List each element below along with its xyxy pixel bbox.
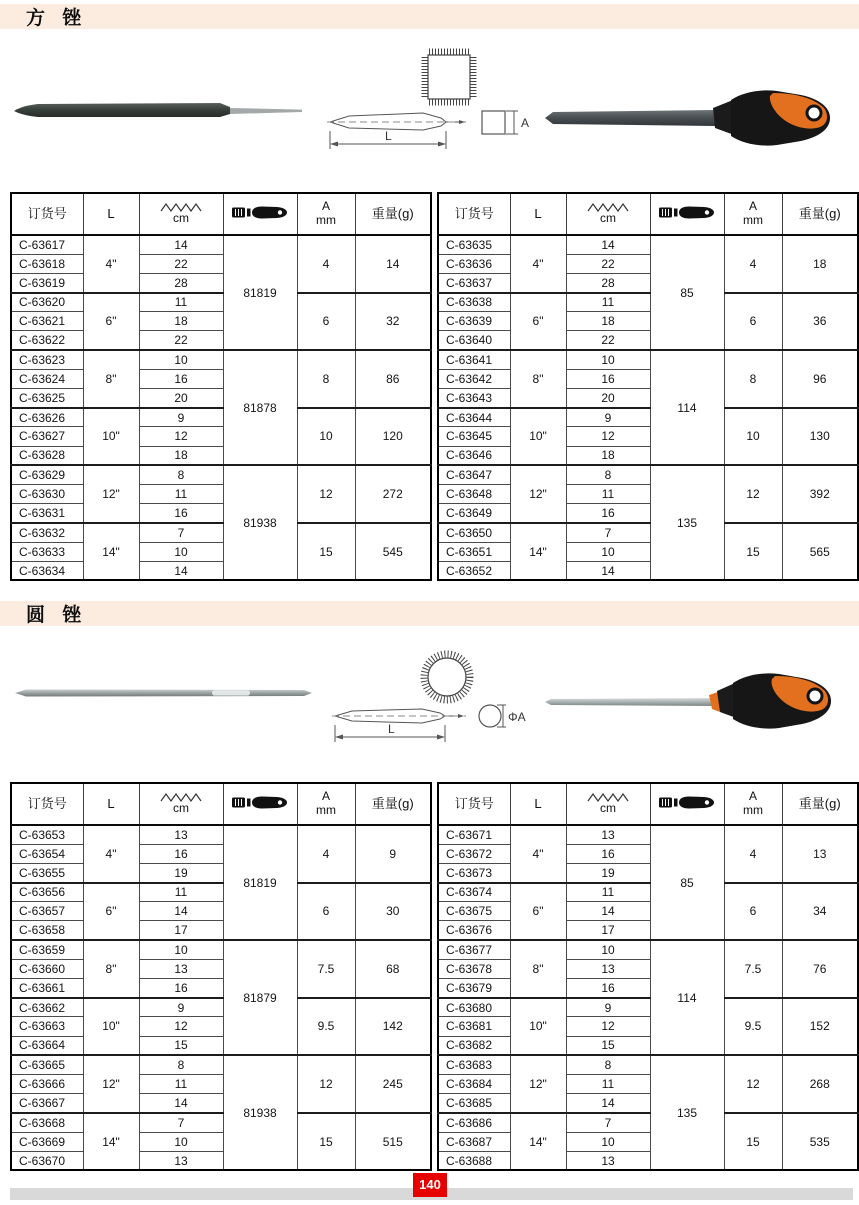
length-cell: 14" xyxy=(510,523,566,581)
square-file-with-handle-photo xyxy=(543,87,833,149)
col-header-teeth-per-cm: cm xyxy=(139,783,223,825)
order-no-cell: C-63678 xyxy=(438,959,510,978)
order-no-cell: C-63665 xyxy=(11,1055,83,1074)
weight-cell: 34 xyxy=(782,883,858,941)
teeth-cm-cell: 9 xyxy=(139,998,223,1017)
length-cell: 12" xyxy=(510,1055,566,1113)
teeth-cm-cell: 16 xyxy=(566,504,650,523)
round-cross-section-icon xyxy=(428,658,466,696)
weight-cell: 36 xyxy=(782,293,858,351)
col-header-length: L xyxy=(510,783,566,825)
weight-cell: 130 xyxy=(782,408,858,466)
weight-cell: 13 xyxy=(782,825,858,883)
weight-cell: 268 xyxy=(782,1055,858,1113)
a-mm-cell: 15 xyxy=(297,523,355,581)
weight-cell: 86 xyxy=(355,350,431,408)
col-header-teeth-per-cm: cm xyxy=(566,783,650,825)
teeth-cm-cell: 10 xyxy=(566,350,650,369)
teeth-cm-cell: 13 xyxy=(566,959,650,978)
order-no-cell: C-63619 xyxy=(11,273,83,292)
order-no-cell: C-63620 xyxy=(11,293,83,312)
length-cell: 8" xyxy=(510,350,566,408)
square-file-photo xyxy=(12,100,307,122)
a-mm-cell: 12 xyxy=(297,465,355,523)
order-no-cell: C-63647 xyxy=(438,465,510,484)
teeth-cm-cell: 13 xyxy=(566,1151,650,1170)
order-no-cell: C-63654 xyxy=(11,844,83,863)
teeth-cm-cell: 11 xyxy=(566,1074,650,1093)
order-no-cell: C-63653 xyxy=(11,825,83,844)
file-handle-icon xyxy=(658,794,716,811)
order-no-cell: C-63668 xyxy=(11,1113,83,1132)
a-mm-cell: 7.5 xyxy=(724,940,782,998)
order-no-cell: C-63632 xyxy=(11,523,83,542)
teeth-cm-cell: 10 xyxy=(566,940,650,959)
weight-cell: 68 xyxy=(355,940,431,998)
col-header-handle xyxy=(223,783,297,825)
teeth-cm-cell: 8 xyxy=(139,465,223,484)
order-no-cell: C-63617 xyxy=(11,235,83,254)
teeth-cm-cell: 11 xyxy=(139,883,223,902)
teeth-cm-cell: 10 xyxy=(566,542,650,561)
order-table xyxy=(437,192,859,581)
length-cell: 8" xyxy=(83,350,139,408)
order-no-cell: C-63681 xyxy=(438,1017,510,1036)
order-no-cell: C-63667 xyxy=(11,1094,83,1113)
col-header-teeth-per-cm: cm xyxy=(139,193,223,235)
a-mm-cell: 7.5 xyxy=(297,940,355,998)
teeth-cm-cell: 11 xyxy=(566,883,650,902)
col-header-handle xyxy=(223,193,297,235)
teeth-cm-cell: 14 xyxy=(566,235,650,254)
teeth-cm-cell: 13 xyxy=(566,825,650,844)
teeth-cm-cell: 9 xyxy=(566,998,650,1017)
teeth-cm-cell: 14 xyxy=(566,902,650,921)
teeth-cm-cell: 15 xyxy=(566,1036,650,1055)
handle-model-cell: 81819 xyxy=(223,825,297,940)
order-no-cell: C-63660 xyxy=(11,959,83,978)
teeth-cm-cell: 7 xyxy=(566,1113,650,1132)
teeth-cm-cell: 18 xyxy=(566,446,650,465)
col-header-order-no: 订货号 xyxy=(438,783,510,825)
teeth-cm-cell: 14 xyxy=(139,235,223,254)
a-mm-cell: 9.5 xyxy=(297,998,355,1056)
diagram-length-label: L xyxy=(388,722,395,736)
weight-cell: 120 xyxy=(355,408,431,466)
teeth-cm-cell: 13 xyxy=(139,825,223,844)
order-no-cell: C-63658 xyxy=(11,921,83,940)
order-no-cell: C-63684 xyxy=(438,1074,510,1093)
teeth-cm-cell: 7 xyxy=(139,1113,223,1132)
col-header-handle xyxy=(650,193,724,235)
col-header-handle xyxy=(650,783,724,825)
length-cell: 12" xyxy=(510,465,566,523)
length-cell: 6" xyxy=(510,883,566,941)
teeth-cm-cell: 14 xyxy=(566,1094,650,1113)
teeth-cm-cell: 15 xyxy=(139,1036,223,1055)
teeth-cm-cell: 22 xyxy=(566,331,650,350)
order-no-cell: C-63679 xyxy=(438,979,510,998)
order-no-cell: C-63688 xyxy=(438,1151,510,1170)
teeth-cm-cell: 22 xyxy=(139,254,223,273)
handle-model-cell: 81938 xyxy=(223,465,297,580)
teeth-cm-cell: 22 xyxy=(566,254,650,273)
order-no-cell: C-63655 xyxy=(11,863,83,882)
order-no-cell: C-63635 xyxy=(438,235,510,254)
handle-model-cell: 81878 xyxy=(223,350,297,465)
col-header-order-no: 订货号 xyxy=(11,193,83,235)
teeth-cm-cell: 20 xyxy=(139,389,223,408)
teeth-cm-cell: 28 xyxy=(566,273,650,292)
order-no-cell: C-63663 xyxy=(11,1017,83,1036)
teeth-cm-cell: 13 xyxy=(139,959,223,978)
teeth-cm-cell: 16 xyxy=(566,844,650,863)
order-no-cell: C-63683 xyxy=(438,1055,510,1074)
col-header-a-mm: A mm xyxy=(724,193,782,235)
teeth-cm-cell: 11 xyxy=(566,293,650,312)
diagram-a-label: A xyxy=(521,116,530,130)
order-no-cell: C-63623 xyxy=(11,350,83,369)
length-cell: 14" xyxy=(510,1113,566,1171)
weight-cell: 9 xyxy=(355,825,431,883)
order-no-cell: C-63651 xyxy=(438,542,510,561)
order-no-cell: C-63687 xyxy=(438,1132,510,1151)
order-no-cell: C-63625 xyxy=(11,389,83,408)
teeth-cm-cell: 20 xyxy=(566,389,650,408)
teeth-cm-cell: 16 xyxy=(139,844,223,863)
order-no-cell: C-63669 xyxy=(11,1132,83,1151)
weight-cell: 545 xyxy=(355,523,431,581)
section-title: 圆 锉 xyxy=(26,605,88,626)
order-table xyxy=(437,782,859,1171)
teeth-cm-cell: 10 xyxy=(139,350,223,369)
length-cell: 6" xyxy=(83,293,139,351)
length-cell: 10" xyxy=(83,998,139,1056)
square-file-diagram xyxy=(325,45,540,160)
diagram-length-label: L xyxy=(385,129,392,143)
section-banner-round-file xyxy=(0,601,859,626)
order-no-cell: C-63639 xyxy=(438,312,510,331)
order-table xyxy=(10,192,432,581)
teeth-cm-cell: 12 xyxy=(566,1017,650,1036)
handle-model-cell: 114 xyxy=(650,350,724,465)
length-cell: 4" xyxy=(83,825,139,883)
col-header-a-mm: A mm xyxy=(297,193,355,235)
teeth-cm-cell: 11 xyxy=(566,484,650,503)
weight-cell: 18 xyxy=(782,235,858,293)
file-handle-icon xyxy=(231,794,289,811)
teeth-cm-cell: 9 xyxy=(139,408,223,427)
teeth-cm-cell: 14 xyxy=(566,561,650,580)
length-cell: 6" xyxy=(83,883,139,941)
weight-cell: 142 xyxy=(355,998,431,1056)
order-no-cell: C-63670 xyxy=(11,1151,83,1170)
order-no-cell: C-63628 xyxy=(11,446,83,465)
weight-cell: 535 xyxy=(782,1113,858,1171)
order-no-cell: C-63641 xyxy=(438,350,510,369)
col-header-a-mm: A mm xyxy=(724,783,782,825)
order-no-cell: C-63646 xyxy=(438,446,510,465)
teeth-cm-cell: 16 xyxy=(566,979,650,998)
weight-cell: 32 xyxy=(355,293,431,351)
teeth-cm-cell: 22 xyxy=(139,331,223,350)
teeth-cm-cell: 18 xyxy=(139,446,223,465)
a-mm-cell: 12 xyxy=(724,465,782,523)
teeth-cm-cell: 8 xyxy=(566,1055,650,1074)
col-header-order-no: 订货号 xyxy=(11,783,83,825)
teeth-cm-cell: 10 xyxy=(139,940,223,959)
order-no-cell: C-63644 xyxy=(438,408,510,427)
order-no-cell: C-63629 xyxy=(11,465,83,484)
length-cell: 10" xyxy=(510,998,566,1056)
handle-model-cell: 114 xyxy=(650,940,724,1055)
handle-model-cell: 81819 xyxy=(223,235,297,350)
weight-cell: 272 xyxy=(355,465,431,523)
weight-cell: 392 xyxy=(782,465,858,523)
order-table-square-left xyxy=(10,192,432,581)
order-no-cell: C-63674 xyxy=(438,883,510,902)
teeth-cm-cell: 16 xyxy=(139,979,223,998)
teeth-cm-cell: 14 xyxy=(139,1094,223,1113)
length-cell: 4" xyxy=(510,825,566,883)
order-no-cell: C-63634 xyxy=(11,561,83,580)
order-no-cell: C-63672 xyxy=(438,844,510,863)
weight-cell: 30 xyxy=(355,883,431,941)
weight-cell: 515 xyxy=(355,1113,431,1171)
order-no-cell: C-63642 xyxy=(438,369,510,388)
order-no-cell: C-63682 xyxy=(438,1036,510,1055)
order-no-cell: C-63659 xyxy=(11,940,83,959)
handle-model-cell: 135 xyxy=(650,1055,724,1170)
a-mm-cell: 6 xyxy=(724,883,782,941)
square-cross-section-icon xyxy=(428,55,470,99)
order-no-cell: C-63685 xyxy=(438,1094,510,1113)
teeth-cm-cell: 9 xyxy=(566,408,650,427)
handle-model-cell: 85 xyxy=(650,825,724,940)
weight-cell: 76 xyxy=(782,940,858,998)
file-handle-icon xyxy=(658,204,716,221)
teeth-cm-cell: 17 xyxy=(139,921,223,940)
weight-cell: 14 xyxy=(355,235,431,293)
a-mm-cell: 12 xyxy=(297,1055,355,1113)
teeth-cm-cell: 16 xyxy=(139,369,223,388)
order-no-cell: C-63631 xyxy=(11,504,83,523)
col-header-weight: 重量(g) xyxy=(355,783,431,825)
order-no-cell: C-63680 xyxy=(438,998,510,1017)
length-cell: 14" xyxy=(83,1113,139,1171)
a-mm-cell: 6 xyxy=(297,883,355,941)
order-no-cell: C-63650 xyxy=(438,523,510,542)
weight-cell: 152 xyxy=(782,998,858,1056)
a-mm-cell: 9.5 xyxy=(724,998,782,1056)
a-mm-cell: 4 xyxy=(724,235,782,293)
col-header-length: L xyxy=(83,193,139,235)
order-no-cell: C-63673 xyxy=(438,863,510,882)
length-cell: 4" xyxy=(83,235,139,293)
order-table-round-left xyxy=(10,782,432,1171)
teeth-cm-cell: 10 xyxy=(139,542,223,561)
order-no-cell: C-63618 xyxy=(11,254,83,273)
col-header-weight: 重量(g) xyxy=(355,193,431,235)
weight-cell: 245 xyxy=(355,1055,431,1113)
order-no-cell: C-63621 xyxy=(11,312,83,331)
order-no-cell: C-63666 xyxy=(11,1074,83,1093)
teeth-cm-cell: 7 xyxy=(566,523,650,542)
col-header-weight: 重量(g) xyxy=(782,783,858,825)
order-no-cell: C-63626 xyxy=(11,408,83,427)
diagram-a-label: ΦA xyxy=(508,710,526,724)
teeth-cm-cell: 14 xyxy=(139,902,223,921)
teeth-cm-cell: 12 xyxy=(566,427,650,446)
order-no-cell: C-63636 xyxy=(438,254,510,273)
order-no-cell: C-63661 xyxy=(11,979,83,998)
teeth-cm-cell: 8 xyxy=(139,1055,223,1074)
a-mm-cell: 15 xyxy=(724,1113,782,1171)
section-title: 方 锉 xyxy=(26,8,88,29)
order-table-square-right xyxy=(437,192,859,581)
a-mm-cell: 15 xyxy=(724,523,782,581)
teeth-cm-cell: 11 xyxy=(139,1074,223,1093)
order-table xyxy=(10,782,432,1171)
teeth-cm-cell: 10 xyxy=(139,1132,223,1151)
round-file-photo xyxy=(12,686,317,700)
col-header-length: L xyxy=(510,193,566,235)
length-cell: 12" xyxy=(83,1055,139,1113)
length-cell: 4" xyxy=(510,235,566,293)
order-no-cell: C-63638 xyxy=(438,293,510,312)
handle-model-cell: 85 xyxy=(650,235,724,350)
col-header-length: L xyxy=(83,783,139,825)
order-no-cell: C-63676 xyxy=(438,921,510,940)
teeth-cm-cell: 17 xyxy=(566,921,650,940)
a-mm-cell: 10 xyxy=(297,408,355,466)
round-file-with-handle-photo xyxy=(543,670,833,732)
teeth-cm-cell: 8 xyxy=(566,465,650,484)
teeth-cm-cell: 18 xyxy=(566,312,650,331)
order-no-cell: C-63677 xyxy=(438,940,510,959)
handle-model-cell: 81879 xyxy=(223,940,297,1055)
weight-cell: 565 xyxy=(782,523,858,581)
length-cell: 6" xyxy=(510,293,566,351)
handle-model-cell: 81938 xyxy=(223,1055,297,1170)
teeth-cm-cell: 18 xyxy=(139,312,223,331)
weight-cell: 96 xyxy=(782,350,858,408)
order-no-cell: C-63656 xyxy=(11,883,83,902)
teeth-cm-cell: 16 xyxy=(139,504,223,523)
order-no-cell: C-63640 xyxy=(438,331,510,350)
teeth-cm-cell: 14 xyxy=(139,561,223,580)
a-mm-cell: 6 xyxy=(724,293,782,351)
col-header-order-no: 订货号 xyxy=(438,193,510,235)
length-cell: 12" xyxy=(83,465,139,523)
teeth-cm-cell: 19 xyxy=(139,863,223,882)
col-header-a-mm: A mm xyxy=(297,783,355,825)
order-no-cell: C-63675 xyxy=(438,902,510,921)
col-header-teeth-per-cm: cm xyxy=(566,193,650,235)
order-no-cell: C-63627 xyxy=(11,427,83,446)
teeth-cm-cell: 16 xyxy=(566,369,650,388)
length-cell: 10" xyxy=(510,408,566,466)
order-no-cell: C-63671 xyxy=(438,825,510,844)
teeth-cm-cell: 10 xyxy=(566,1132,650,1151)
section-banner-square-file xyxy=(0,4,859,29)
teeth-cm-cell: 11 xyxy=(139,293,223,312)
length-cell: 8" xyxy=(83,940,139,998)
order-no-cell: C-63633 xyxy=(11,542,83,561)
length-cell: 14" xyxy=(83,523,139,581)
length-cell: 10" xyxy=(83,408,139,466)
a-mm-cell: 12 xyxy=(724,1055,782,1113)
a-mm-cell: 4 xyxy=(724,825,782,883)
teeth-cm-cell: 11 xyxy=(139,484,223,503)
a-mm-cell: 4 xyxy=(297,235,355,293)
teeth-cm-cell: 12 xyxy=(139,427,223,446)
length-cell: 8" xyxy=(510,940,566,998)
order-no-cell: C-63645 xyxy=(438,427,510,446)
order-no-cell: C-63643 xyxy=(438,389,510,408)
page-number-badge: 140 xyxy=(413,1173,447,1197)
a-mm-cell: 8 xyxy=(724,350,782,408)
file-handle-icon xyxy=(231,204,289,221)
teeth-cm-cell: 13 xyxy=(139,1151,223,1170)
teeth-cm-cell: 28 xyxy=(139,273,223,292)
teeth-cm-cell: 7 xyxy=(139,523,223,542)
order-no-cell: C-63637 xyxy=(438,273,510,292)
order-no-cell: C-63622 xyxy=(11,331,83,350)
round-file-diagram xyxy=(330,645,545,755)
teeth-cm-cell: 12 xyxy=(139,1017,223,1036)
order-no-cell: C-63686 xyxy=(438,1113,510,1132)
order-no-cell: C-63649 xyxy=(438,504,510,523)
a-mm-cell: 6 xyxy=(297,293,355,351)
order-no-cell: C-63664 xyxy=(11,1036,83,1055)
a-mm-cell: 4 xyxy=(297,825,355,883)
a-mm-cell: 8 xyxy=(297,350,355,408)
col-header-weight: 重量(g) xyxy=(782,193,858,235)
order-no-cell: C-63624 xyxy=(11,369,83,388)
order-table-round-right xyxy=(437,782,859,1171)
order-no-cell: C-63630 xyxy=(11,484,83,503)
a-mm-cell: 10 xyxy=(724,408,782,466)
order-no-cell: C-63662 xyxy=(11,998,83,1017)
teeth-cm-cell: 19 xyxy=(566,863,650,882)
a-mm-cell: 15 xyxy=(297,1113,355,1171)
order-no-cell: C-63648 xyxy=(438,484,510,503)
handle-model-cell: 135 xyxy=(650,465,724,580)
order-no-cell: C-63652 xyxy=(438,561,510,580)
order-no-cell: C-63657 xyxy=(11,902,83,921)
